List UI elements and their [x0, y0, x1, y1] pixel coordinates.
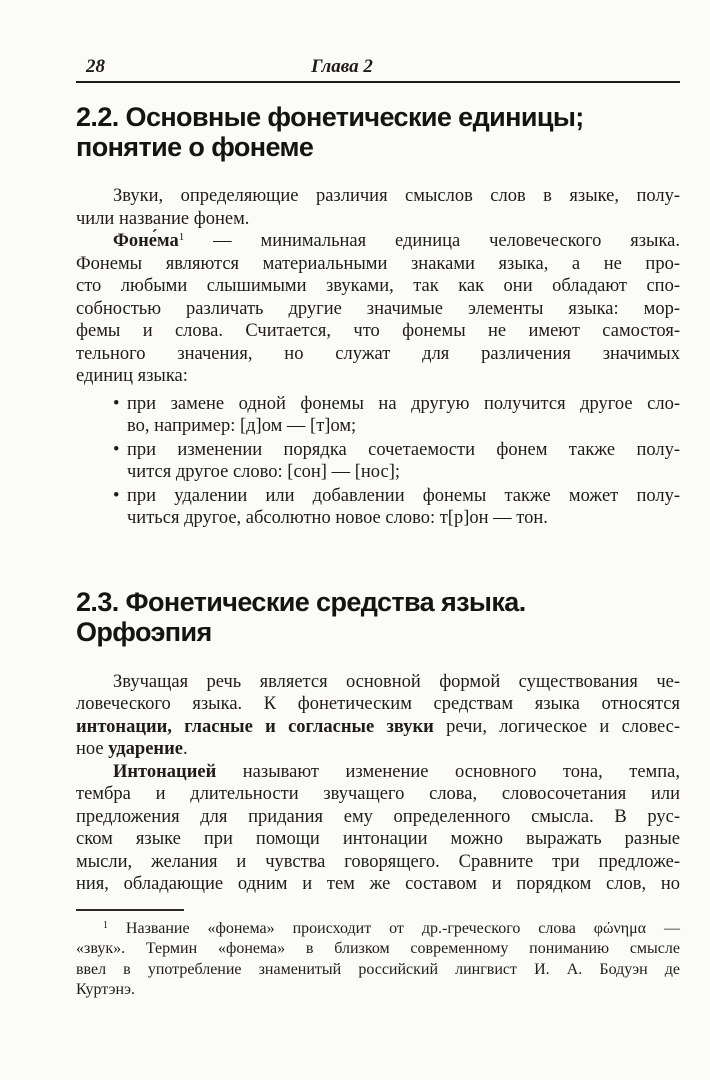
text-line	[76, 919, 680, 940]
text-line	[76, 828, 680, 851]
text-segment: собностью различать другие значимые элементы языка: мор-	[76, 298, 680, 319]
text-line	[76, 783, 680, 806]
text-segment: чится другое слово: [сон] — [нос];	[127, 462, 401, 482]
text-segment: называют изменение основного тона, темпа,	[216, 761, 680, 782]
text-segment: ском языке при помощи интонации можно выражать разные	[76, 829, 680, 849]
text-line	[76, 343, 680, 366]
text-line	[127, 507, 680, 530]
text-segment: Название «фонема» происходит от др.-греческого слова φώνημα —	[108, 919, 680, 937]
text-segment: при замене одной фонемы на другую получится другое сло-	[127, 393, 680, 414]
footnote-fonema	[76, 919, 680, 1001]
text-line	[76, 693, 680, 716]
text-segment: фемы и слова. Считается, что фонемы не имеют самостоя-	[76, 321, 680, 341]
text-line	[127, 439, 680, 462]
para-intonaciya	[76, 761, 680, 896]
text-segment: ловеческого языка. К фонетическим средствам языка относятся	[76, 694, 680, 714]
text-line	[76, 806, 680, 829]
text-line	[76, 298, 680, 321]
bullet-list	[76, 393, 680, 530]
text-line	[76, 230, 680, 253]
bullet-replace	[76, 393, 680, 438]
text-segment: ния, обладающие одним и тем же составом и порядком слов, но	[76, 874, 680, 894]
footnote-separator	[76, 909, 184, 911]
bullet-marker: •	[113, 393, 120, 414]
text-line	[76, 185, 680, 208]
chapter-title: Глава 2	[311, 56, 373, 77]
bullet-order	[76, 439, 680, 484]
bullet-marker: •	[113, 439, 120, 460]
text-segment: .	[182, 739, 188, 759]
text-line	[76, 851, 680, 874]
text-segment: — минимальная единица человеческого языка.	[184, 231, 680, 251]
text-segment: Фоне́ма	[113, 231, 179, 251]
page-content	[76, 102, 680, 1001]
text-segment: предложения для придания ему определенного смысла. В рус-	[76, 806, 680, 827]
heading-line: 2.2. Основные фонетические единицы;	[76, 102, 584, 132]
text-line	[127, 393, 680, 416]
text-line	[76, 365, 680, 388]
text-line	[76, 939, 680, 960]
text-segment: Звучащая речь является основной формой существования че-	[113, 671, 680, 692]
para-zvuchashchaya	[76, 671, 680, 761]
heading-line: понятие о фонеме	[76, 132, 314, 162]
bullet-add-remove	[76, 485, 680, 530]
text-segment: Интонацией	[113, 761, 217, 782]
text-segment: тельного значения, но служат для различения значимых	[76, 343, 680, 364]
text-segment: при изменении порядка сочетаемости фонем также полу-	[127, 439, 680, 460]
text-segment: сто любыми слышимыми звуками, так как они обладают спо-	[76, 276, 680, 296]
text-segment: Звуки, определяющие различия смыслов слов в языке, полу-	[113, 186, 680, 206]
text-segment: единиц языка:	[76, 366, 188, 386]
text-line	[76, 738, 680, 761]
running-head	[76, 55, 680, 79]
section-heading-2-3	[76, 587, 680, 647]
text-line	[76, 960, 680, 981]
text-line	[127, 461, 680, 484]
header-rule	[76, 81, 680, 83]
text-segment: при удалении или добавлении фонемы также может полу-	[127, 485, 680, 506]
text-segment: чили название фонем.	[76, 208, 250, 229]
text-segment: интонации, гласные и согласные звуки	[76, 716, 434, 737]
text-line	[127, 485, 680, 508]
text-segment: мысли, желания и чувства говорящего. Сравните три предложе-	[76, 851, 680, 872]
footnote-ref: 1	[178, 231, 185, 243]
text-line	[76, 716, 680, 739]
text-segment: тембра и длительности звучащего слова, словосочетания или	[76, 784, 680, 804]
text-segment: «звук». Термин «фонема» в близком современному пониманию смысле	[76, 940, 680, 957]
text-segment: ударение	[108, 739, 183, 759]
text-segment: ное	[76, 739, 109, 759]
bullet-marker: •	[113, 485, 120, 506]
text-segment: ввел в употребление знаменитый российский лингвист И. А. Бодуэн де	[76, 960, 680, 978]
text-line	[76, 873, 680, 896]
text-line	[76, 761, 680, 784]
text-line	[127, 415, 680, 438]
section-heading-2-2	[76, 102, 680, 162]
text-line	[76, 208, 680, 231]
text-line	[76, 253, 680, 276]
para-zvuki	[76, 185, 680, 230]
text-line	[76, 275, 680, 298]
text-line	[76, 320, 680, 343]
page-number: 28	[86, 56, 105, 77]
text-segment: Куртэнэ.	[76, 981, 135, 998]
heading-line: 2.3. Фонетические средства языка.	[76, 586, 526, 617]
footnote-ref: 1	[103, 919, 108, 931]
text-line	[76, 980, 680, 1001]
para-fonema	[76, 230, 680, 388]
text-line	[76, 671, 680, 694]
text-segment: речи, логическое и словес-	[433, 716, 680, 737]
heading-line: Орфоэпия	[76, 616, 212, 647]
text-segment: во, например: [д]ом — [т]ом;	[127, 416, 357, 436]
text-segment: читься другое, абсолютно новое слово: т[р]он — тон.	[127, 508, 548, 528]
text-segment: Фонемы являются материальными знаками языка, а не про-	[76, 253, 680, 274]
